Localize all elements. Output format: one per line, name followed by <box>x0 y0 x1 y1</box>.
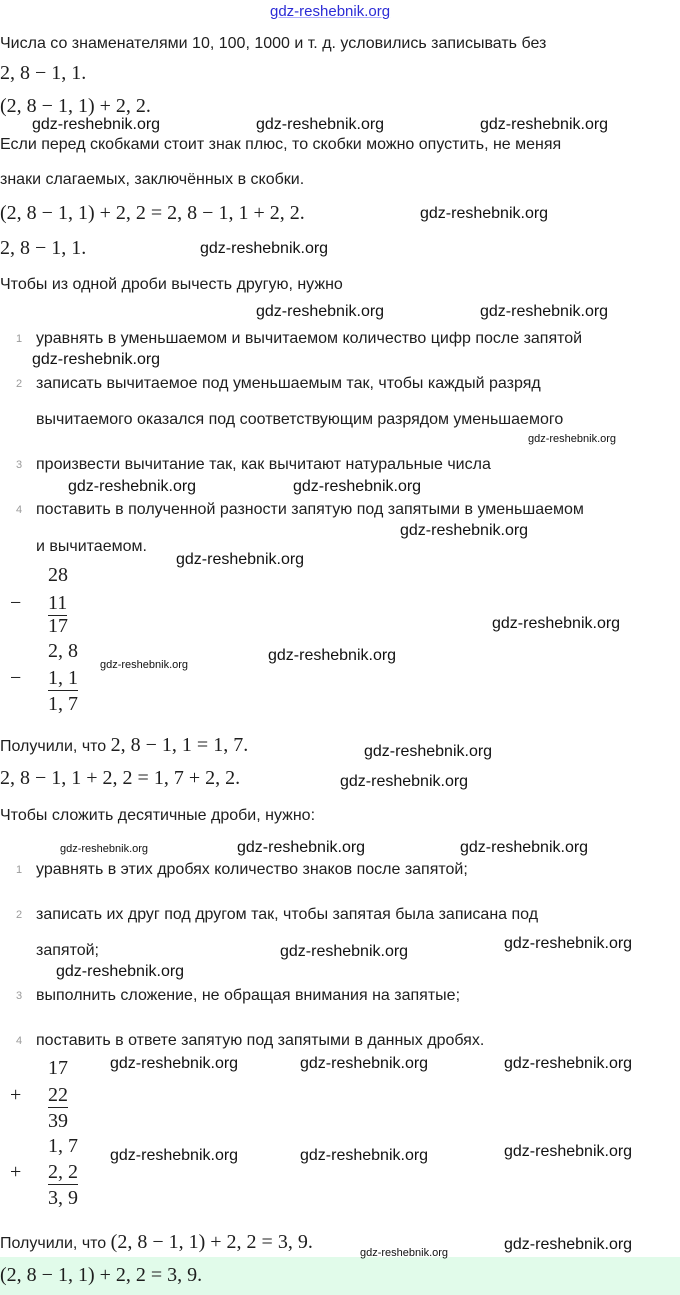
watermark: gdz-reshebnik.org <box>460 839 589 856</box>
watermark: gdz-reshebnik.org <box>340 773 469 790</box>
addition-heading: Чтобы сложить десятичные дроби, нужно: <box>0 807 316 824</box>
result-label: Получили, что <box>0 1235 107 1252</box>
step-text: и вычитаемом. <box>36 538 147 555</box>
subtraction-heading: Чтобы из одной дроби вычесть другую, нужно <box>0 276 343 293</box>
rule-text-1: Если перед скобками стоит знак плюс, то скобки можно опустить, не меняя <box>0 136 562 153</box>
result-expr: 2, 8 − 1, 1 = 1, 7. <box>110 734 249 756</box>
subtrahend: 11 <box>48 592 68 614</box>
step-text: вычитаемого оказался под соответствующим разрядом уменьшаемого <box>36 411 564 428</box>
step-text: запятой; <box>36 942 99 959</box>
watermark: gdz-reshebnik.org <box>492 615 621 632</box>
watermark: gdz-reshebnik.org <box>256 116 385 133</box>
watermark: gdz-reshebnik.org <box>293 478 422 495</box>
watermark: gdz-reshebnik.org <box>360 1247 449 1259</box>
watermark: gdz-reshebnik.org <box>480 303 609 320</box>
minus-sign: − <box>10 667 22 689</box>
watermark: gdz-reshebnik.org <box>176 551 305 568</box>
difference: 17 <box>48 615 68 637</box>
watermark: gdz-reshebnik.org <box>32 351 161 368</box>
rule-text-2: знаки слагаемых, заключённых в скобки. <box>0 171 305 188</box>
step-number: 2 <box>16 378 23 390</box>
watermark-link[interactable]: gdz-reshebnik.org <box>270 3 391 20</box>
watermark: gdz-reshebnik.org <box>504 1236 633 1253</box>
step-number: 4 <box>16 504 23 516</box>
next-expr: 2, 8 − 1, 1 + 2, 2 = 1, 7 + 2, 2. <box>0 767 241 789</box>
minuend: 28 <box>48 564 68 586</box>
watermark: gdz-reshebnik.org <box>364 743 493 760</box>
minus-sign: − <box>10 592 22 614</box>
watermark: gdz-reshebnik.org <box>480 116 609 133</box>
watermark: gdz-reshebnik.org <box>504 1143 633 1160</box>
minuend: 2, 8 <box>48 640 78 662</box>
addend: 1, 7 <box>48 1135 78 1157</box>
watermark: gdz-reshebnik.org <box>237 839 366 856</box>
watermark: gdz-reshebnik.org <box>268 647 397 664</box>
watermark: gdz-reshebnik.org <box>504 935 633 952</box>
watermark: gdz-reshebnik.org <box>300 1147 429 1164</box>
intro-expr-1: 2, 8 − 1, 1. <box>0 62 87 84</box>
addend: 22 <box>48 1084 68 1106</box>
step-number: 4 <box>16 1035 23 1047</box>
result-expr: (2, 8 − 1, 1) + 2, 2 = 3, 9. <box>110 1231 313 1253</box>
watermark: gdz-reshebnik.org <box>60 843 149 855</box>
result-label: Получили, что <box>0 738 107 755</box>
step-text: произвести вычитание так, как вычитают натуральные числа <box>36 456 491 473</box>
watermark: gdz-reshebnik.org <box>256 303 385 320</box>
subtrahend: 1, 1 <box>48 667 78 689</box>
rule-expr: (2, 8 − 1, 1) + 2, 2 = 2, 8 − 1, 1 + 2, 2. <box>0 202 305 224</box>
addition-result <box>0 1232 313 1254</box>
step-number: 1 <box>16 864 23 876</box>
difference: 1, 7 <box>48 693 78 715</box>
addend: 17 <box>48 1057 68 1079</box>
step-number: 3 <box>16 990 23 1002</box>
watermark: gdz-reshebnik.org <box>56 963 185 980</box>
plus-sign: + <box>10 1161 22 1183</box>
step-number: 2 <box>16 909 23 921</box>
step-text: выполнить сложение, не обращая внимания на запятые; <box>36 987 461 1004</box>
step-number: 1 <box>16 333 23 345</box>
watermark: gdz-reshebnik.org <box>280 943 409 960</box>
answer-expr: (2, 8 − 1, 1) + 2, 2 = 3, 9. <box>0 1264 203 1286</box>
step-text: записать вычитаемое под уменьшаемым так, чтобы каждый разряд <box>36 375 541 392</box>
watermark: gdz-reshebnik.org <box>528 433 617 445</box>
plus-sign: + <box>10 1084 22 1106</box>
addend: 2, 2 <box>48 1161 78 1183</box>
watermark: gdz-reshebnik.org <box>200 240 329 257</box>
watermark: gdz-reshebnik.org <box>300 1055 429 1072</box>
subtraction-result <box>0 735 248 757</box>
sum: 39 <box>48 1110 68 1132</box>
rule-expr-2: 2, 8 − 1, 1. <box>0 237 87 259</box>
step-text: уравнять в этих дробях количество знаков после запятой; <box>36 861 468 878</box>
step-text: поставить в ответе запятую под запятыми в данных дробях. <box>36 1032 485 1049</box>
step-text: поставить в полученной разности запятую под запятыми в уменьшаемом <box>36 501 584 518</box>
watermark: gdz-reshebnik.org <box>68 478 197 495</box>
watermark: gdz-reshebnik.org <box>110 1147 239 1164</box>
watermark: gdz-reshebnik.org <box>110 1055 239 1072</box>
sum: 3, 9 <box>48 1187 78 1209</box>
intro-expr-2: (2, 8 − 1, 1) + 2, 2. <box>0 95 151 117</box>
step-text: уравнять в уменьшаемом и вычитаемом количество цифр после запятой <box>36 330 583 347</box>
watermark: gdz-reshebnik.org <box>504 1055 633 1072</box>
watermark: gdz-reshebnik.org <box>400 522 529 539</box>
watermark: gdz-reshebnik.org <box>420 205 549 222</box>
step-number: 3 <box>16 459 23 471</box>
intro-text: Числа со знаменателями 10, 100, 1000 и т. д. условились записывать без <box>0 35 547 52</box>
watermark: gdz-reshebnik.org <box>32 116 161 133</box>
step-text: записать их друг под другом так, чтобы запятая была записана под <box>36 906 539 923</box>
watermark: gdz-reshebnik.org <box>100 659 189 671</box>
